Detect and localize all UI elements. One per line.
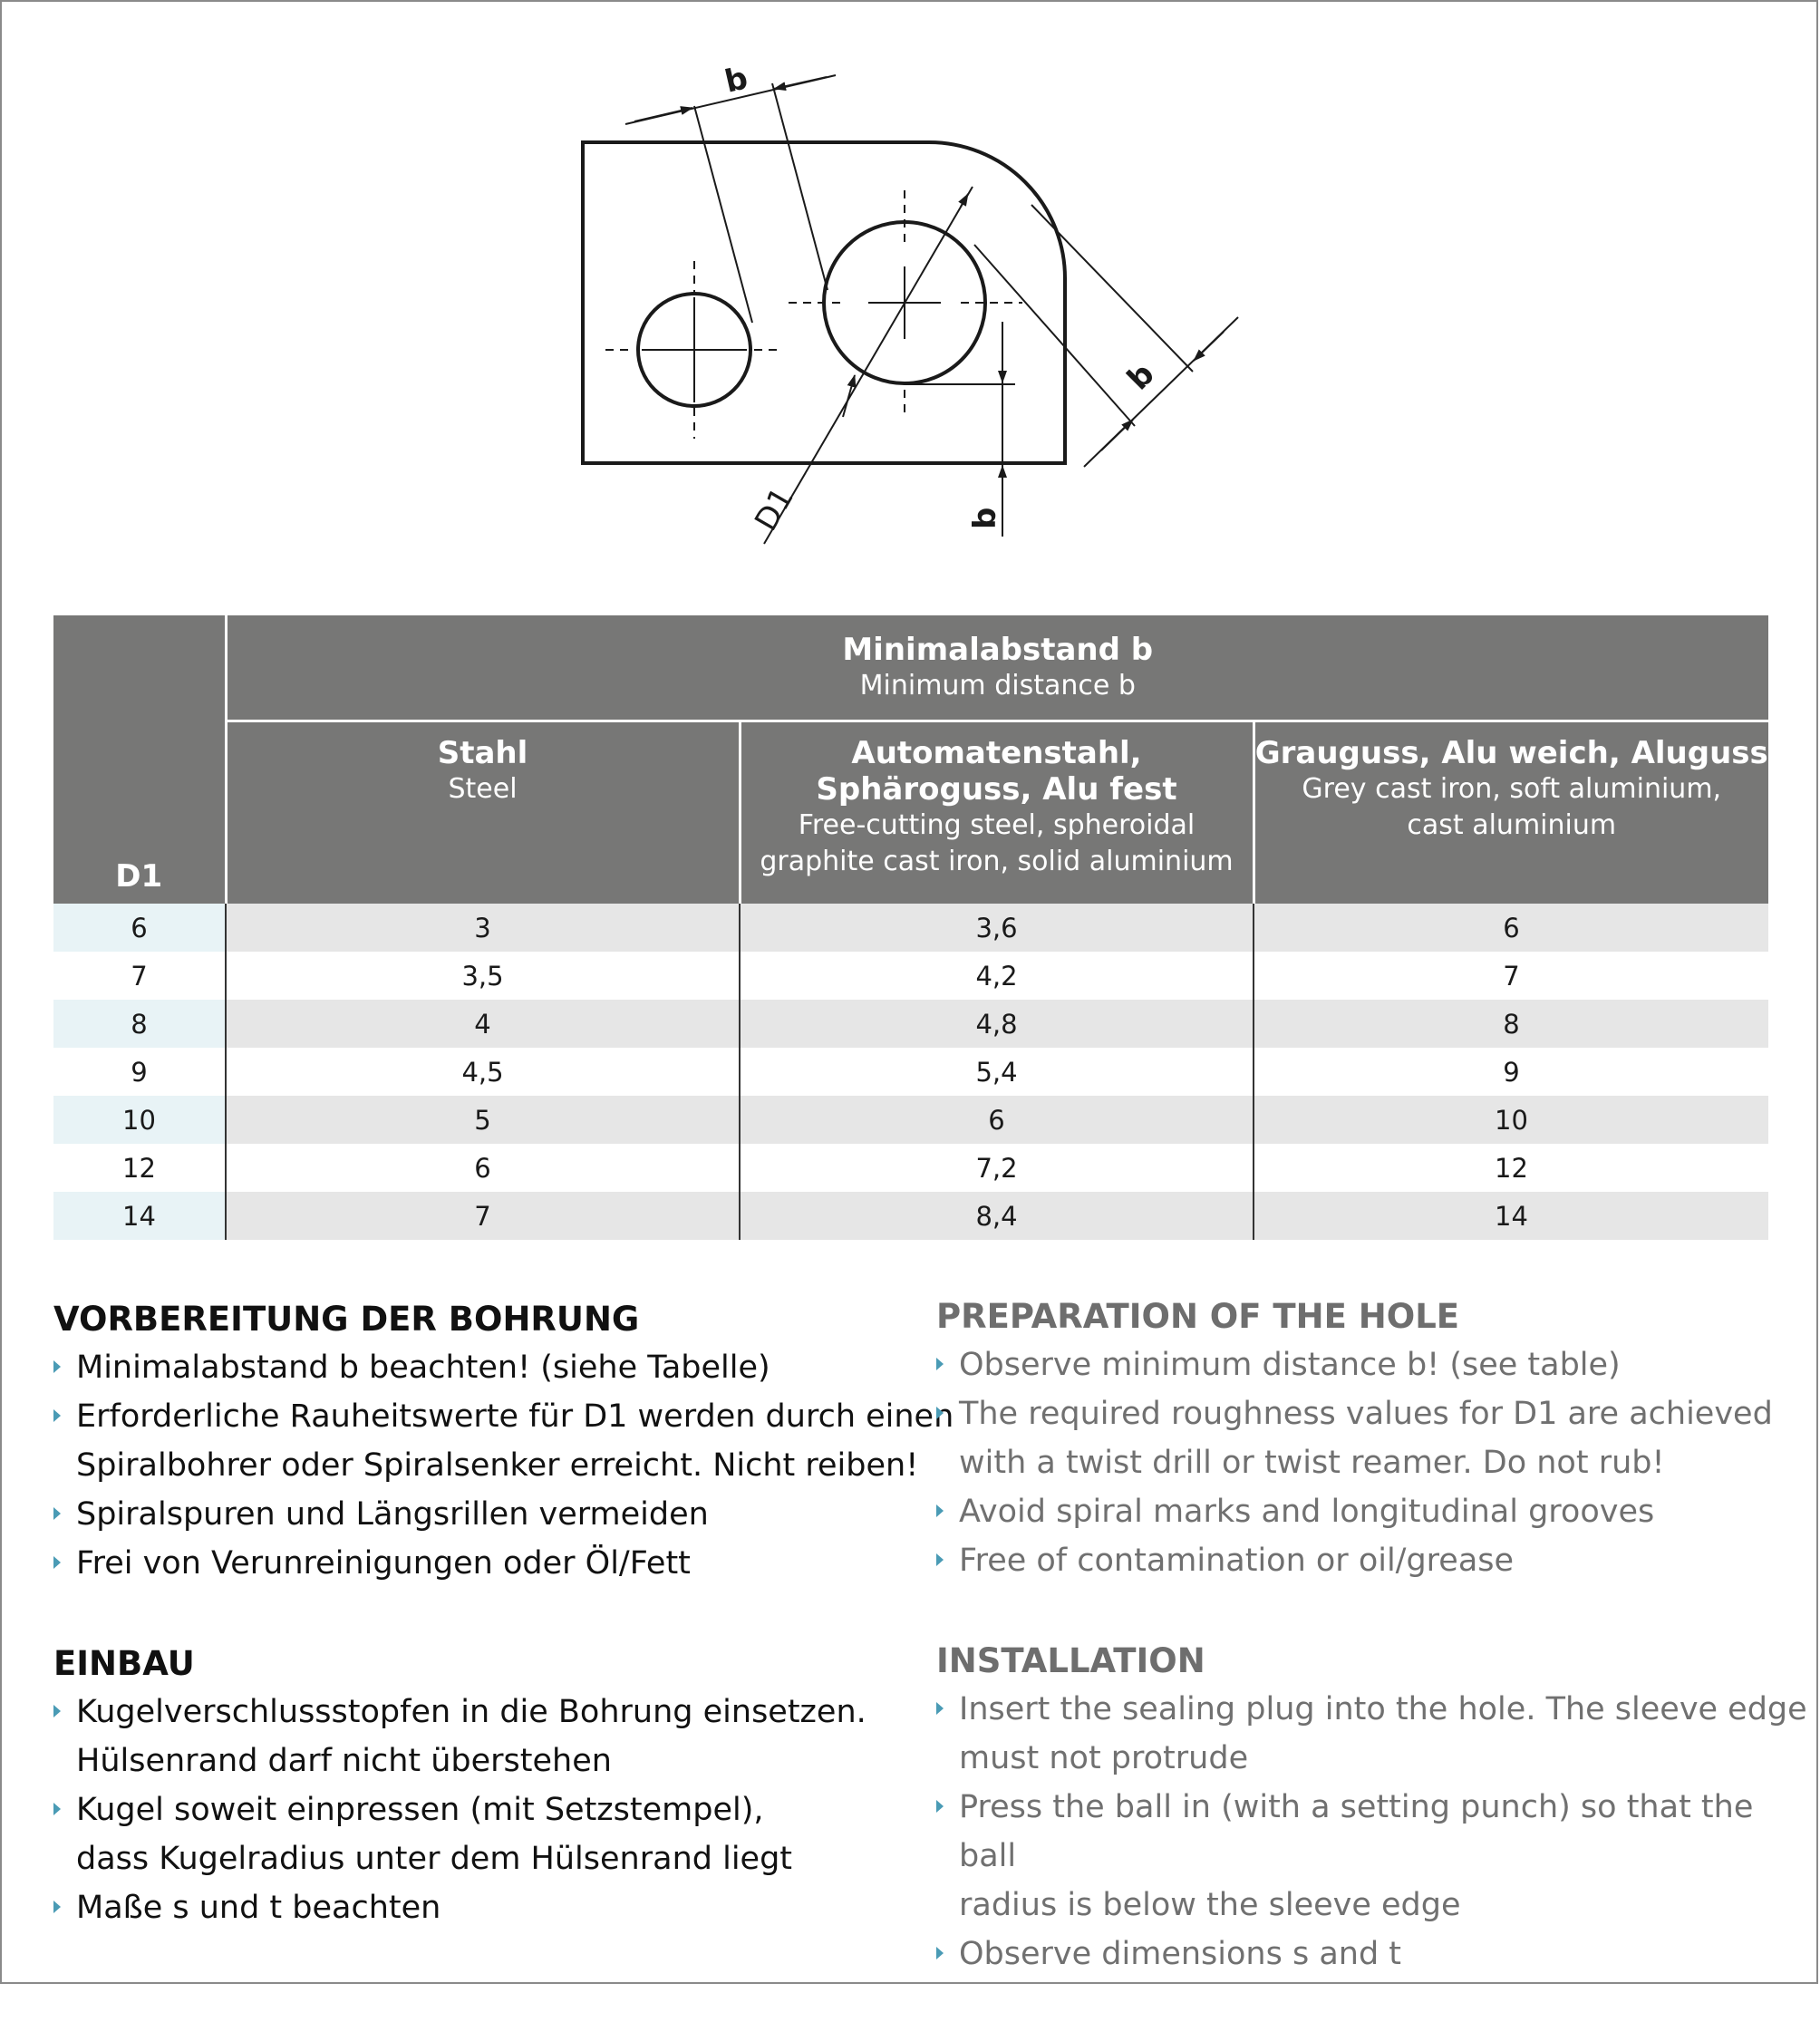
english-prep-title: PREPARATION OF THE HOLE <box>936 1297 1460 1336</box>
cell-steel: 6 <box>226 1144 740 1192</box>
header-free-cutting-steel: Automatenstahl, Sphäroguss, Alu fest Free-cutting steel, spheroidal graphite cast iron, solid aluminium <box>740 721 1254 905</box>
triangle-bullet-icon <box>936 1800 944 1813</box>
cell-free-cutting: 5,4 <box>740 1048 1254 1096</box>
cell-grey-cast: 12 <box>1254 1144 1768 1192</box>
cell-free-cutting: 4,8 <box>740 1000 1254 1048</box>
list-item: Erforderliche Rauheitswerte für D1 werden durch einen Spiralbohrer oder Spiralsenker erreicht. Nicht reiben! <box>53 1392 954 1490</box>
cell-grey-cast: 10 <box>1254 1096 1768 1144</box>
triangle-bullet-icon <box>936 1553 944 1566</box>
english-prep-list <box>936 1340 1820 1585</box>
list-item: Press the ball in (with a setting punch) so that the ball radius is below the sleeve edge <box>936 1783 1820 1930</box>
dim-label-d1: D1 <box>748 481 801 537</box>
triangle-bullet-icon <box>53 1705 61 1717</box>
list-item: Kugel soweit einpressen (mit Setzstempel), dass Kugelradius unter dem Hülsenrand liegt <box>53 1785 954 1883</box>
list-item: Free of contamination or oil/grease <box>936 1536 1820 1585</box>
cell-d1: 7 <box>53 952 226 1000</box>
cell-d1: 9 <box>53 1048 226 1096</box>
german-install-title: EINBAU <box>53 1644 195 1683</box>
table-row <box>53 1000 1768 1048</box>
cell-steel: 5 <box>226 1096 740 1144</box>
triangle-bullet-icon <box>53 1360 61 1373</box>
cell-grey-cast: 14 <box>1254 1192 1768 1240</box>
triangle-bullet-icon <box>53 1507 61 1520</box>
technical-drawing <box>0 0 1820 580</box>
list-item: Frei von Verunreinigungen oder Öl/Fett <box>53 1539 954 1588</box>
english-install-list <box>936 1685 1820 1978</box>
triangle-bullet-icon <box>53 1901 61 1913</box>
cell-grey-cast: 8 <box>1254 1000 1768 1048</box>
german-install-list <box>53 1688 954 1932</box>
header-steel: Stahl Steel <box>226 721 740 905</box>
triangle-bullet-icon <box>53 1556 61 1569</box>
cell-steel: 4 <box>226 1000 740 1048</box>
german-prep-title: VORBEREITUNG DER BOHRUNG <box>53 1300 640 1339</box>
cell-grey-cast: 7 <box>1254 952 1768 1000</box>
cell-steel: 7 <box>226 1192 740 1240</box>
cell-grey-cast: 6 <box>1254 904 1768 952</box>
triangle-bullet-icon <box>53 1803 61 1815</box>
cell-steel: 3 <box>226 904 740 952</box>
list-item: Spiralspuren und Längsrillen vermeiden <box>53 1490 954 1539</box>
header-d1: D1 <box>53 615 226 904</box>
dim-label-b-bottom: b <box>967 507 1003 529</box>
table-row <box>53 1096 1768 1144</box>
list-item: Insert the sealing plug into the hole. The sleeve edge must not protrude <box>936 1685 1820 1783</box>
header-minimum-distance: Minimalabstand b Minimum distance b <box>226 615 1768 721</box>
cell-d1: 14 <box>53 1192 226 1240</box>
english-instructions <box>936 1295 1820 1978</box>
table-row <box>53 1192 1768 1240</box>
dim-label-b-top: b <box>721 60 751 101</box>
triangle-bullet-icon <box>936 1407 944 1419</box>
list-item: The required roughness values for D1 are achieved with a twist drill or twist reamer. Do not rub! <box>936 1389 1820 1487</box>
cell-d1: 6 <box>53 904 226 952</box>
list-item: Minimalabstand b beachten! (siehe Tabelle) <box>53 1343 954 1392</box>
cell-free-cutting: 3,6 <box>740 904 1254 952</box>
triangle-bullet-icon <box>53 1409 61 1422</box>
cell-free-cutting: 4,2 <box>740 952 1254 1000</box>
table-row <box>53 1144 1768 1192</box>
cell-steel: 3,5 <box>226 952 740 1000</box>
header-grey-cast-iron: Grauguss, Alu weich, Aluguss Grey cast iron, soft aluminium, cast aluminium <box>1254 721 1768 905</box>
cell-d1: 8 <box>53 1000 226 1048</box>
cell-d1: 12 <box>53 1144 226 1192</box>
triangle-bullet-icon <box>936 1358 944 1370</box>
table-row <box>53 904 1768 952</box>
cell-d1: 10 <box>53 1096 226 1144</box>
dim-label-b-right: b <box>1120 355 1162 398</box>
cell-steel: 4,5 <box>226 1048 740 1096</box>
cell-free-cutting: 8,4 <box>740 1192 1254 1240</box>
english-install-title: INSTALLATION <box>936 1641 1205 1680</box>
list-item: Avoid spiral marks and longitudinal grooves <box>936 1487 1820 1536</box>
table-row <box>53 952 1768 1000</box>
list-item: Observe dimensions s and t <box>936 1930 1820 1978</box>
list-item: Kugelverschlussstopfen in die Bohrung einsetzen. Hülsenrand darf nicht überstehen <box>53 1688 954 1785</box>
triangle-bullet-icon <box>936 1947 944 1959</box>
table-row <box>53 1048 1768 1096</box>
german-instructions <box>53 1298 954 1932</box>
triangle-bullet-icon <box>936 1504 944 1517</box>
list-item: Observe minimum distance b! (see table) <box>936 1340 1820 1389</box>
triangle-bullet-icon <box>936 1702 944 1715</box>
cell-free-cutting: 6 <box>740 1096 1254 1144</box>
cell-grey-cast: 9 <box>1254 1048 1768 1096</box>
cell-free-cutting: 7,2 <box>740 1144 1254 1192</box>
german-prep-list <box>53 1343 954 1588</box>
list-item: Maße s und t beachten <box>53 1883 954 1932</box>
minimum-distance-table <box>53 615 1768 1240</box>
